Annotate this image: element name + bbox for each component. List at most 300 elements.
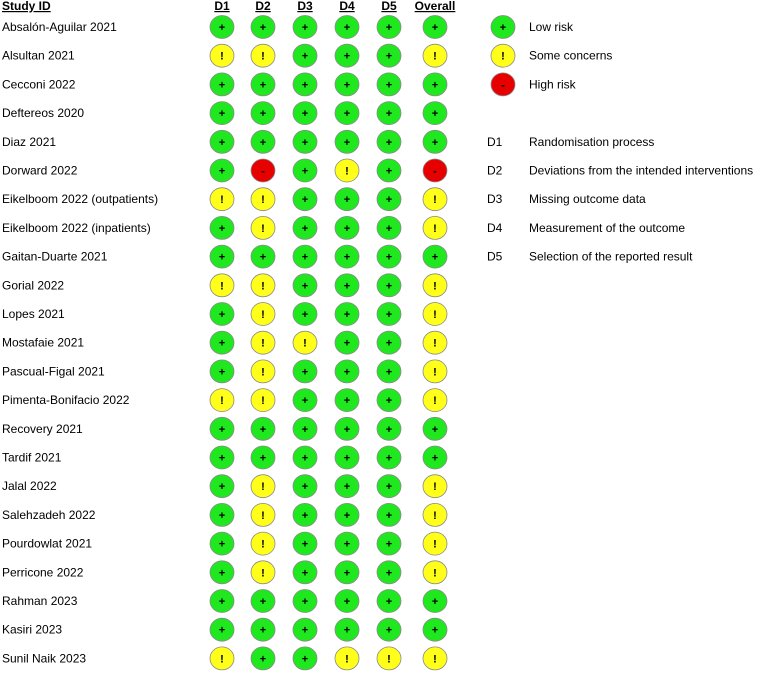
study-label: Deftereos 2020 — [2, 106, 85, 121]
cell-d3 — [293, 303, 317, 326]
risk-symbol: + — [343, 509, 351, 522]
cell-d4 — [335, 130, 359, 153]
risk-symbol: + — [259, 596, 267, 608]
cell-d5 — [377, 561, 401, 584]
risk-symbol: + — [301, 280, 309, 293]
cell-d5 — [377, 389, 401, 412]
study-row — [2, 130, 447, 153]
risk-symbol: + — [218, 481, 226, 494]
risk-symbol: ! — [261, 509, 265, 522]
risk-symbol: + — [343, 567, 351, 580]
risk-symbol: + — [259, 452, 267, 465]
risk-symbol: ! — [433, 222, 437, 235]
cell-d4 — [335, 216, 359, 239]
risk-symbol: + — [301, 309, 309, 321]
study-label: Absalón-Aguilar 2021 — [2, 20, 117, 34]
risk-symbol: + — [431, 251, 439, 264]
cell-d4 — [335, 331, 359, 354]
risk-symbol: + — [218, 624, 226, 637]
risk-symbol: + — [218, 108, 226, 121]
cell-d2 — [251, 389, 275, 412]
cell-overall — [423, 188, 447, 211]
cell-d2 — [251, 360, 275, 383]
cell-d3 — [293, 216, 317, 239]
cell-d3 — [293, 245, 317, 268]
risk-symbol: + — [385, 624, 393, 637]
risk-symbol: + — [431, 596, 439, 608]
risk-symbol: + — [301, 251, 309, 264]
risk-symbol: + — [301, 136, 309, 149]
cell-overall — [423, 360, 447, 383]
risk-symbol: + — [343, 194, 351, 207]
risk-symbol: + — [301, 194, 309, 207]
cell-d3 — [293, 102, 317, 125]
risk-symbol: + — [218, 79, 226, 92]
study-label: Diaz 2021 — [2, 134, 57, 149]
study-row — [2, 417, 447, 440]
domain-description: Missing outcome data — [529, 192, 646, 207]
cell-overall — [423, 44, 447, 67]
cell-d3 — [293, 159, 317, 182]
risk-symbol: ! — [261, 337, 265, 350]
domain-code: D4 — [487, 220, 503, 235]
risk-symbol: + — [218, 423, 226, 436]
risk-symbol: + — [343, 136, 351, 149]
risk-symbol: + — [218, 222, 226, 235]
cell-overall — [423, 503, 447, 526]
cell-d5 — [377, 274, 401, 297]
cell-d1 — [210, 647, 234, 670]
study-label: Pimenta-Bonifacio 2022 — [2, 393, 130, 408]
risk-symbol: + — [301, 50, 309, 63]
risk-symbol: + — [301, 653, 309, 666]
cell-d1 — [210, 475, 234, 498]
legend-dot-low — [491, 16, 515, 39]
cell-d4 — [335, 102, 359, 125]
risk-symbol: + — [301, 22, 309, 34]
cell-d5 — [377, 159, 401, 182]
study-label: Rahman 2023 — [2, 594, 78, 608]
risk-symbol: + — [301, 165, 309, 178]
cell-overall — [423, 102, 447, 125]
study-label: Mostafaie 2021 — [2, 335, 85, 350]
risk-symbol: ! — [433, 194, 437, 207]
risk-symbol: ! — [433, 481, 437, 494]
cell-d2 — [251, 303, 275, 326]
cell-d5 — [377, 503, 401, 526]
study-row — [2, 647, 447, 670]
risk-symbol: + — [385, 309, 393, 321]
study-row — [2, 532, 447, 555]
study-label: Kasiri 2023 — [2, 622, 63, 637]
cell-d4 — [335, 360, 359, 383]
risk-symbol: ! — [433, 567, 437, 580]
risk-symbol: + — [218, 538, 226, 551]
risk-symbol: + — [218, 309, 226, 321]
risk-symbol: + — [218, 596, 226, 608]
study-row — [2, 389, 447, 412]
study-label: Alsultan 2021 — [2, 48, 75, 63]
study-row — [2, 188, 447, 211]
risk-symbol: + — [343, 452, 351, 465]
cell-d1 — [210, 417, 234, 440]
risk-symbol: ! — [433, 366, 437, 379]
risk-symbol: + — [259, 22, 267, 34]
domain-code: D5 — [487, 249, 503, 264]
cell-d2 — [251, 590, 275, 613]
cell-d1 — [210, 446, 234, 469]
cell-d5 — [377, 188, 401, 211]
cell-d4 — [335, 446, 359, 469]
risk-symbol: ! — [220, 280, 224, 293]
domain-legend-item — [487, 250, 693, 264]
cell-d1 — [210, 130, 234, 153]
study-label: Lopes 2021 — [2, 307, 65, 321]
risk-symbol: ! — [433, 309, 437, 321]
cell-d1 — [210, 389, 234, 412]
legend-label: High risk — [529, 77, 576, 92]
cell-d3 — [293, 16, 317, 39]
risk-symbol: + — [499, 22, 507, 34]
risk-symbol: ! — [433, 280, 437, 293]
cell-d5 — [377, 417, 401, 440]
cell-d1 — [210, 561, 234, 584]
risk-symbol: ! — [261, 280, 265, 293]
risk-symbol: ! — [387, 653, 391, 666]
cell-d2 — [251, 159, 275, 182]
risk-symbol: + — [301, 567, 309, 580]
cell-d3 — [293, 44, 317, 67]
study-label: Pourdowlat 2021 — [2, 536, 93, 551]
risk-symbol: + — [431, 22, 439, 34]
risk-symbol: + — [343, 108, 351, 121]
cell-overall — [423, 16, 447, 39]
cell-d4 — [335, 303, 359, 326]
study-label: Recovery 2021 — [2, 421, 83, 436]
risk-symbol: ! — [261, 50, 265, 63]
risk-symbol: + — [301, 481, 309, 494]
cell-d5 — [377, 130, 401, 153]
cell-d4 — [335, 16, 359, 39]
risk-symbol: + — [385, 395, 393, 408]
risk-symbol: ! — [501, 50, 505, 63]
study-label: Eikelboom 2022 (inpatients) — [2, 220, 151, 235]
risk-symbol: + — [301, 79, 309, 92]
cell-d4 — [335, 44, 359, 67]
cell-d3 — [293, 188, 317, 211]
header-overall: Overall — [414, 0, 456, 13]
legend-item-some — [491, 44, 612, 67]
cell-d1 — [210, 274, 234, 297]
risk-symbol: + — [301, 395, 309, 408]
study-label: Cecconi 2022 — [2, 77, 76, 92]
cell-d4 — [335, 274, 359, 297]
cell-d5 — [377, 245, 401, 268]
cell-d2 — [251, 331, 275, 354]
cell-d5 — [377, 16, 401, 39]
risk-symbol: ! — [220, 194, 224, 207]
domain-legend-item — [487, 135, 654, 149]
risk-symbol: + — [343, 222, 351, 235]
risk-legend — [491, 16, 612, 96]
risk-symbol: + — [301, 452, 309, 465]
risk-symbol: ! — [345, 653, 349, 666]
risk-symbol: + — [385, 509, 393, 522]
risk-symbol: + — [385, 366, 393, 379]
risk-symbol: + — [301, 596, 309, 608]
risk-symbol: + — [218, 567, 226, 580]
cell-d3 — [293, 360, 317, 383]
cell-d4 — [335, 532, 359, 555]
cell-d2 — [251, 274, 275, 297]
risk-symbol: + — [385, 222, 393, 235]
cell-d4 — [335, 647, 359, 670]
cell-d4 — [335, 590, 359, 613]
cell-d3 — [293, 389, 317, 412]
study-row — [2, 618, 447, 641]
risk-symbol: + — [385, 194, 393, 207]
study-row — [2, 159, 447, 182]
risk-symbol: + — [431, 452, 439, 465]
study-row — [2, 360, 447, 383]
risk-symbol: + — [301, 222, 309, 235]
cell-d1 — [210, 102, 234, 125]
cell-d4 — [335, 245, 359, 268]
risk-symbol: + — [385, 108, 393, 121]
risk-symbol: + — [259, 423, 267, 436]
risk-symbol: + — [343, 251, 351, 264]
cell-d2 — [251, 245, 275, 268]
study-row — [2, 216, 447, 239]
header-domain-5: D5 — [381, 0, 397, 13]
cell-overall — [423, 618, 447, 641]
risk-symbol: + — [431, 624, 439, 637]
risk-symbol: + — [385, 423, 393, 436]
cell-d2 — [251, 417, 275, 440]
risk-symbol: ! — [433, 50, 437, 63]
domain-code: D2 — [487, 163, 503, 178]
legend-dot-high — [491, 73, 515, 96]
risk-symbol: + — [385, 280, 393, 293]
risk-symbol: ! — [433, 395, 437, 408]
cell-d3 — [293, 475, 317, 498]
risk-symbol: ! — [261, 194, 265, 207]
study-row — [2, 102, 447, 125]
cell-d1 — [210, 44, 234, 67]
study-row — [2, 73, 447, 96]
risk-symbol: + — [343, 624, 351, 637]
risk-symbol: + — [431, 136, 439, 149]
header-row — [2, 0, 455, 13]
risk-symbol: + — [343, 280, 351, 293]
risk-symbol: ! — [433, 509, 437, 522]
cell-d2 — [251, 647, 275, 670]
cell-overall — [423, 274, 447, 297]
risk-symbol: - — [433, 165, 437, 178]
risk-symbol: + — [385, 337, 393, 350]
risk-symbol: + — [385, 50, 393, 63]
cell-d3 — [293, 73, 317, 96]
risk-symbol: + — [343, 481, 351, 494]
cell-overall — [423, 417, 447, 440]
study-label: Salehzadeh 2022 — [2, 507, 96, 522]
cell-d3 — [293, 331, 317, 354]
cell-d3 — [293, 590, 317, 613]
cell-d3 — [293, 561, 317, 584]
cell-d2 — [251, 532, 275, 555]
study-label: Tardif 2021 — [2, 450, 62, 465]
risk-symbol: ! — [261, 481, 265, 494]
risk-symbol: + — [385, 22, 393, 34]
risk-symbol: ! — [433, 538, 437, 551]
cell-overall — [423, 331, 447, 354]
study-label: Gorial 2022 — [2, 278, 65, 293]
header-domain-2: D2 — [255, 0, 271, 13]
risk-symbol: + — [385, 251, 393, 264]
cell-d3 — [293, 647, 317, 670]
cell-d3 — [293, 532, 317, 555]
cell-d2 — [251, 16, 275, 39]
risk-symbol: + — [343, 596, 351, 608]
legend-label: Low risk — [529, 20, 574, 34]
risk-symbol: + — [343, 366, 351, 379]
risk-symbol: ! — [261, 538, 265, 551]
risk-symbol: + — [218, 452, 226, 465]
risk-symbol: + — [259, 136, 267, 149]
cell-d1 — [210, 16, 234, 39]
study-label: Sunil Naik 2023 — [2, 651, 87, 666]
cell-d2 — [251, 73, 275, 96]
cell-d2 — [251, 475, 275, 498]
risk-symbol: + — [259, 108, 267, 121]
cell-d4 — [335, 561, 359, 584]
cell-d4 — [335, 188, 359, 211]
risk-symbol: - — [501, 79, 505, 92]
risk-symbol: + — [343, 22, 351, 34]
legend-dot-some — [491, 44, 515, 67]
domain-code: D1 — [487, 134, 503, 149]
cell-d3 — [293, 446, 317, 469]
cell-overall — [423, 389, 447, 412]
risk-symbol: + — [218, 366, 226, 379]
risk-symbol: + — [343, 337, 351, 350]
risk-symbol: + — [301, 538, 309, 551]
cell-d3 — [293, 130, 317, 153]
study-row — [2, 331, 447, 354]
cell-d4 — [335, 503, 359, 526]
study-row — [2, 303, 447, 326]
cell-overall — [423, 561, 447, 584]
cell-d4 — [335, 417, 359, 440]
cell-d4 — [335, 159, 359, 182]
cell-d2 — [251, 618, 275, 641]
risk-symbol: + — [431, 423, 439, 436]
risk-symbol: + — [218, 136, 226, 149]
risk-symbol: + — [343, 309, 351, 321]
cell-d3 — [293, 503, 317, 526]
domain-legend — [487, 135, 753, 264]
risk-symbol: + — [385, 538, 393, 551]
study-row — [2, 16, 447, 39]
risk-symbol: ! — [261, 567, 265, 580]
domain-description: Measurement of the outcome — [529, 220, 686, 235]
risk-symbol: + — [385, 452, 393, 465]
cell-d2 — [251, 216, 275, 239]
cell-d5 — [377, 475, 401, 498]
cell-d4 — [335, 618, 359, 641]
risk-symbol: ! — [220, 395, 224, 408]
cell-d1 — [210, 360, 234, 383]
risk-symbol: ! — [345, 165, 349, 178]
cell-d5 — [377, 216, 401, 239]
risk-symbol: + — [301, 423, 309, 436]
header-domain-4: D4 — [339, 0, 355, 13]
cell-d5 — [377, 73, 401, 96]
study-label: Dorward 2022 — [2, 163, 78, 178]
cell-d5 — [377, 303, 401, 326]
risk-symbol: + — [301, 509, 309, 522]
cell-d3 — [293, 618, 317, 641]
risk-symbol: ! — [261, 309, 265, 321]
risk-symbol: + — [385, 136, 393, 149]
header-domain-1: D1 — [214, 0, 230, 13]
cell-d1 — [210, 618, 234, 641]
cell-d2 — [251, 44, 275, 67]
risk-symbol: + — [218, 165, 226, 178]
risk-symbol: + — [259, 79, 267, 92]
cell-d5 — [377, 590, 401, 613]
risk-symbol: + — [259, 251, 267, 264]
cell-overall — [423, 245, 447, 268]
cell-overall — [423, 647, 447, 670]
risk-symbol: + — [301, 624, 309, 637]
cell-d1 — [210, 590, 234, 613]
cell-d1 — [210, 188, 234, 211]
domain-description: Randomisation process — [529, 134, 655, 149]
cell-d4 — [335, 73, 359, 96]
cell-d1 — [210, 331, 234, 354]
cell-d1 — [210, 303, 234, 326]
risk-symbol: + — [343, 395, 351, 408]
study-row — [2, 446, 447, 469]
risk-symbol: + — [218, 337, 226, 350]
study-label: Eikelboom 2022 (outpatients) — [2, 192, 159, 207]
cell-d4 — [335, 389, 359, 412]
risk-symbol: ! — [261, 366, 265, 379]
study-label: Perricone 2022 — [2, 565, 84, 580]
header-domain-3: D3 — [297, 0, 313, 13]
risk-symbol: + — [385, 481, 393, 494]
risk-symbol: + — [431, 108, 439, 121]
risk-symbol: + — [259, 624, 267, 637]
cell-d2 — [251, 446, 275, 469]
risk-symbol: ! — [433, 653, 437, 666]
cell-d1 — [210, 532, 234, 555]
cell-d5 — [377, 102, 401, 125]
cell-d1 — [210, 73, 234, 96]
cell-overall — [423, 73, 447, 96]
cell-overall — [423, 532, 447, 555]
risk-symbol: ! — [261, 395, 265, 408]
cell-overall — [423, 159, 447, 182]
cell-d1 — [210, 245, 234, 268]
study-row — [2, 590, 447, 613]
domain-description: Deviations from the intended interventions — [529, 163, 754, 178]
study-rows — [2, 16, 447, 670]
cell-d5 — [377, 446, 401, 469]
cell-d5 — [377, 532, 401, 555]
risk-symbol: + — [218, 509, 226, 522]
